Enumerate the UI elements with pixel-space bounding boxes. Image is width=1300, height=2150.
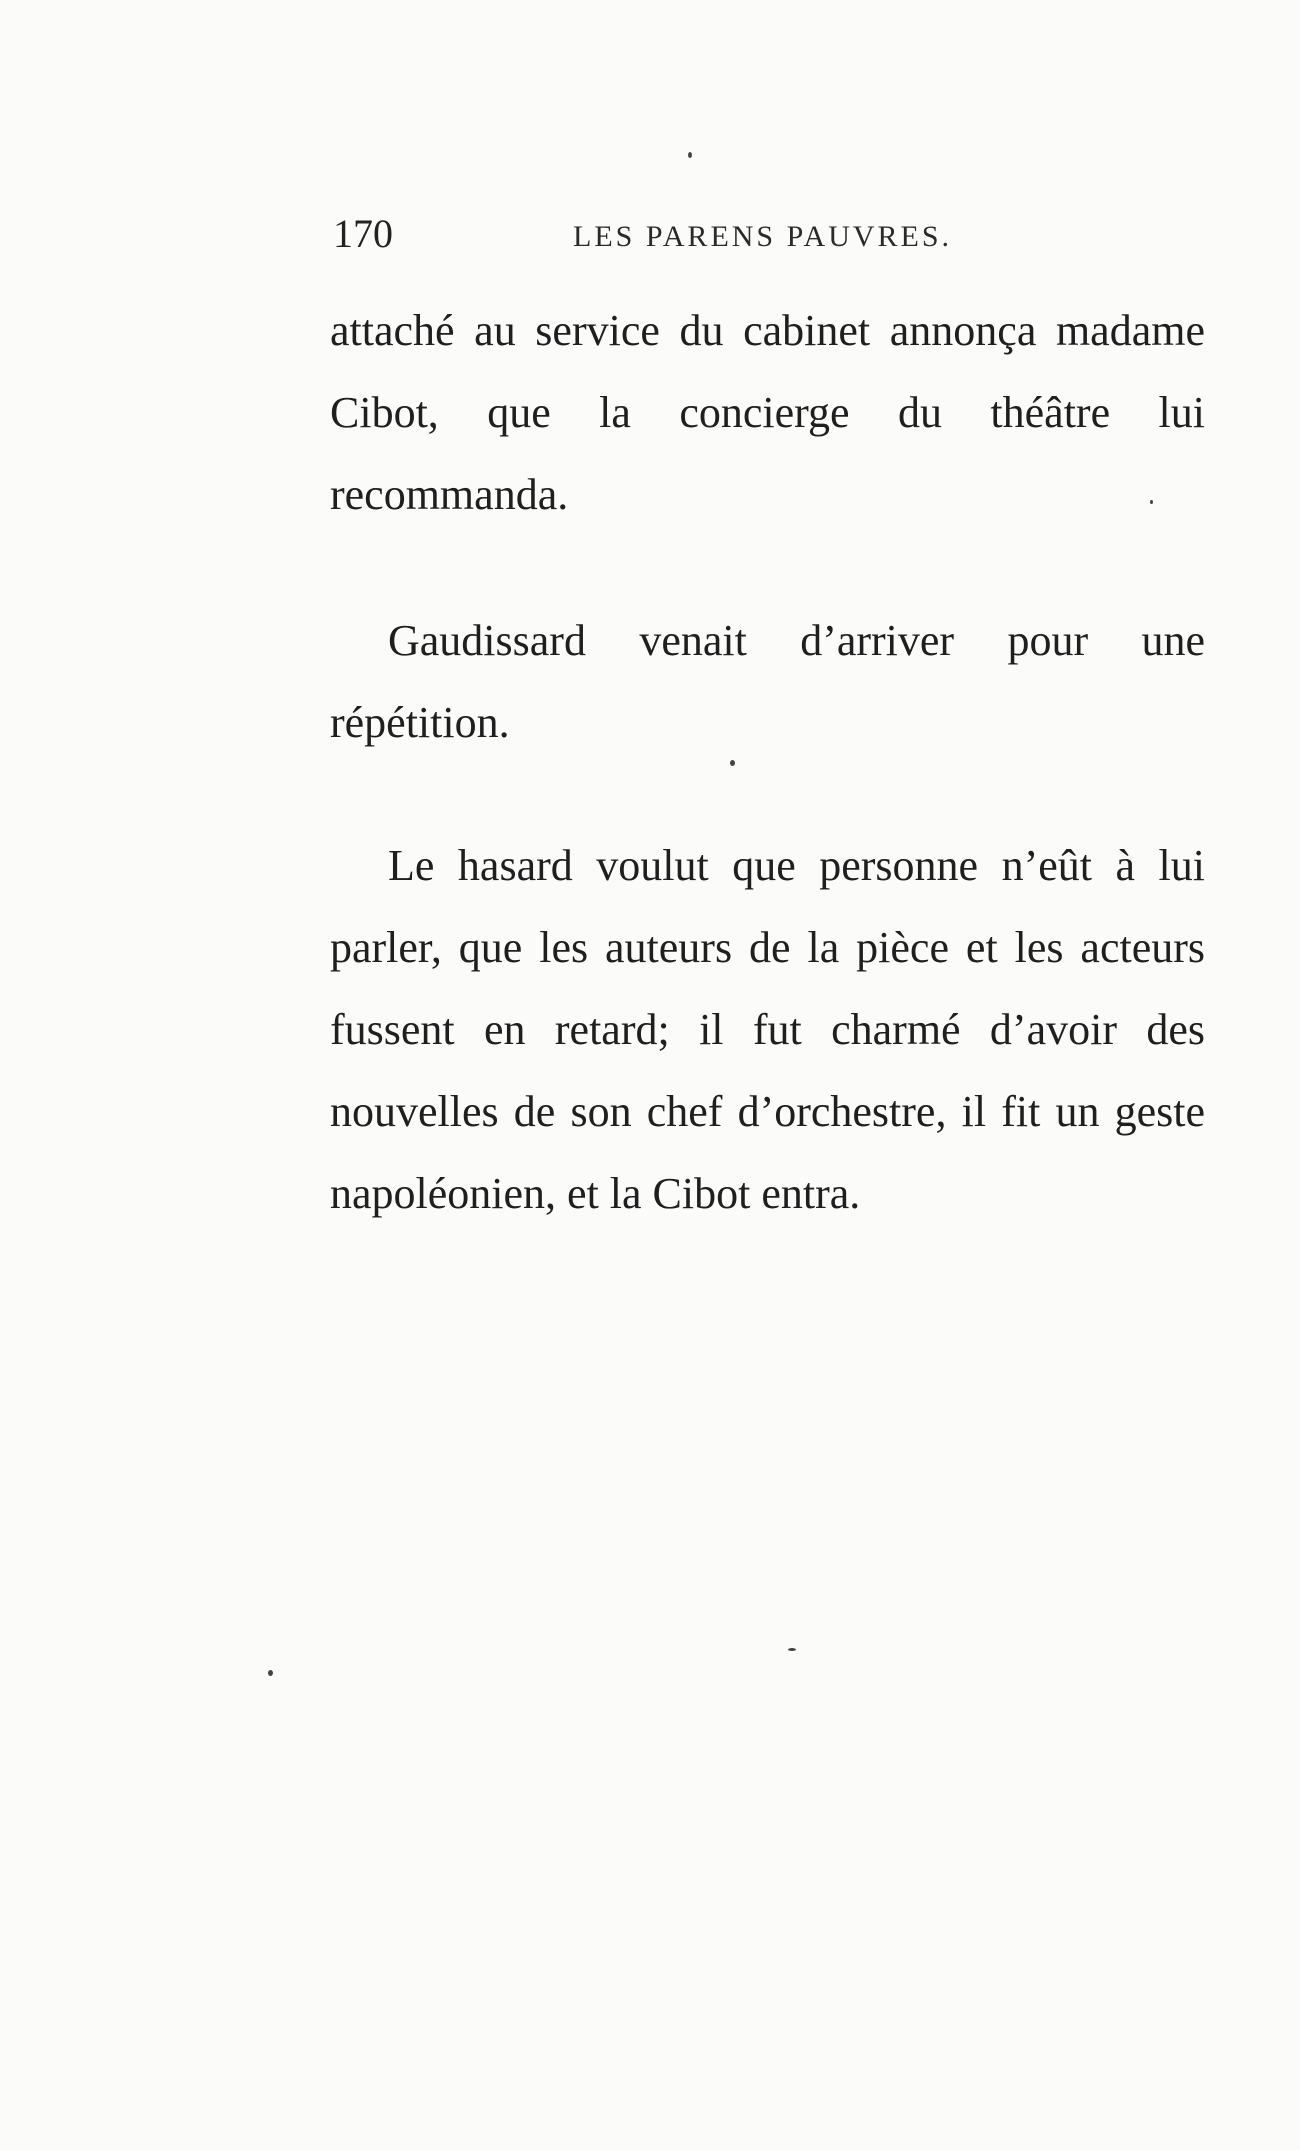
page-number: 170 — [333, 211, 393, 256]
ink-speck — [1150, 500, 1153, 504]
page-header — [333, 210, 1203, 260]
paragraph-2: Gaudissard venait d’arriver pour une répétition. — [330, 616, 1205, 747]
paragraph-1: attaché au service du cabinet annonça madame Cibot, que la concierge du théâtre lui recommanda. — [330, 306, 1205, 519]
running-title: LES PARENS PAUVRES. — [573, 220, 953, 253]
ink-speck — [268, 1670, 273, 1676]
paragraph-3: Le hasard voulut que personne n’eût à lui parler, que les auteurs de la pièce et les acteurs fussent en retard; il fut charmé d’avoir des nouvelles de son chef d’orchestre, il fit un geste napoléonien, et la Cibot entra. — [330, 841, 1205, 1218]
ink-speck — [788, 1648, 796, 1651]
ink-speck — [688, 152, 692, 158]
ink-speck — [730, 760, 735, 766]
